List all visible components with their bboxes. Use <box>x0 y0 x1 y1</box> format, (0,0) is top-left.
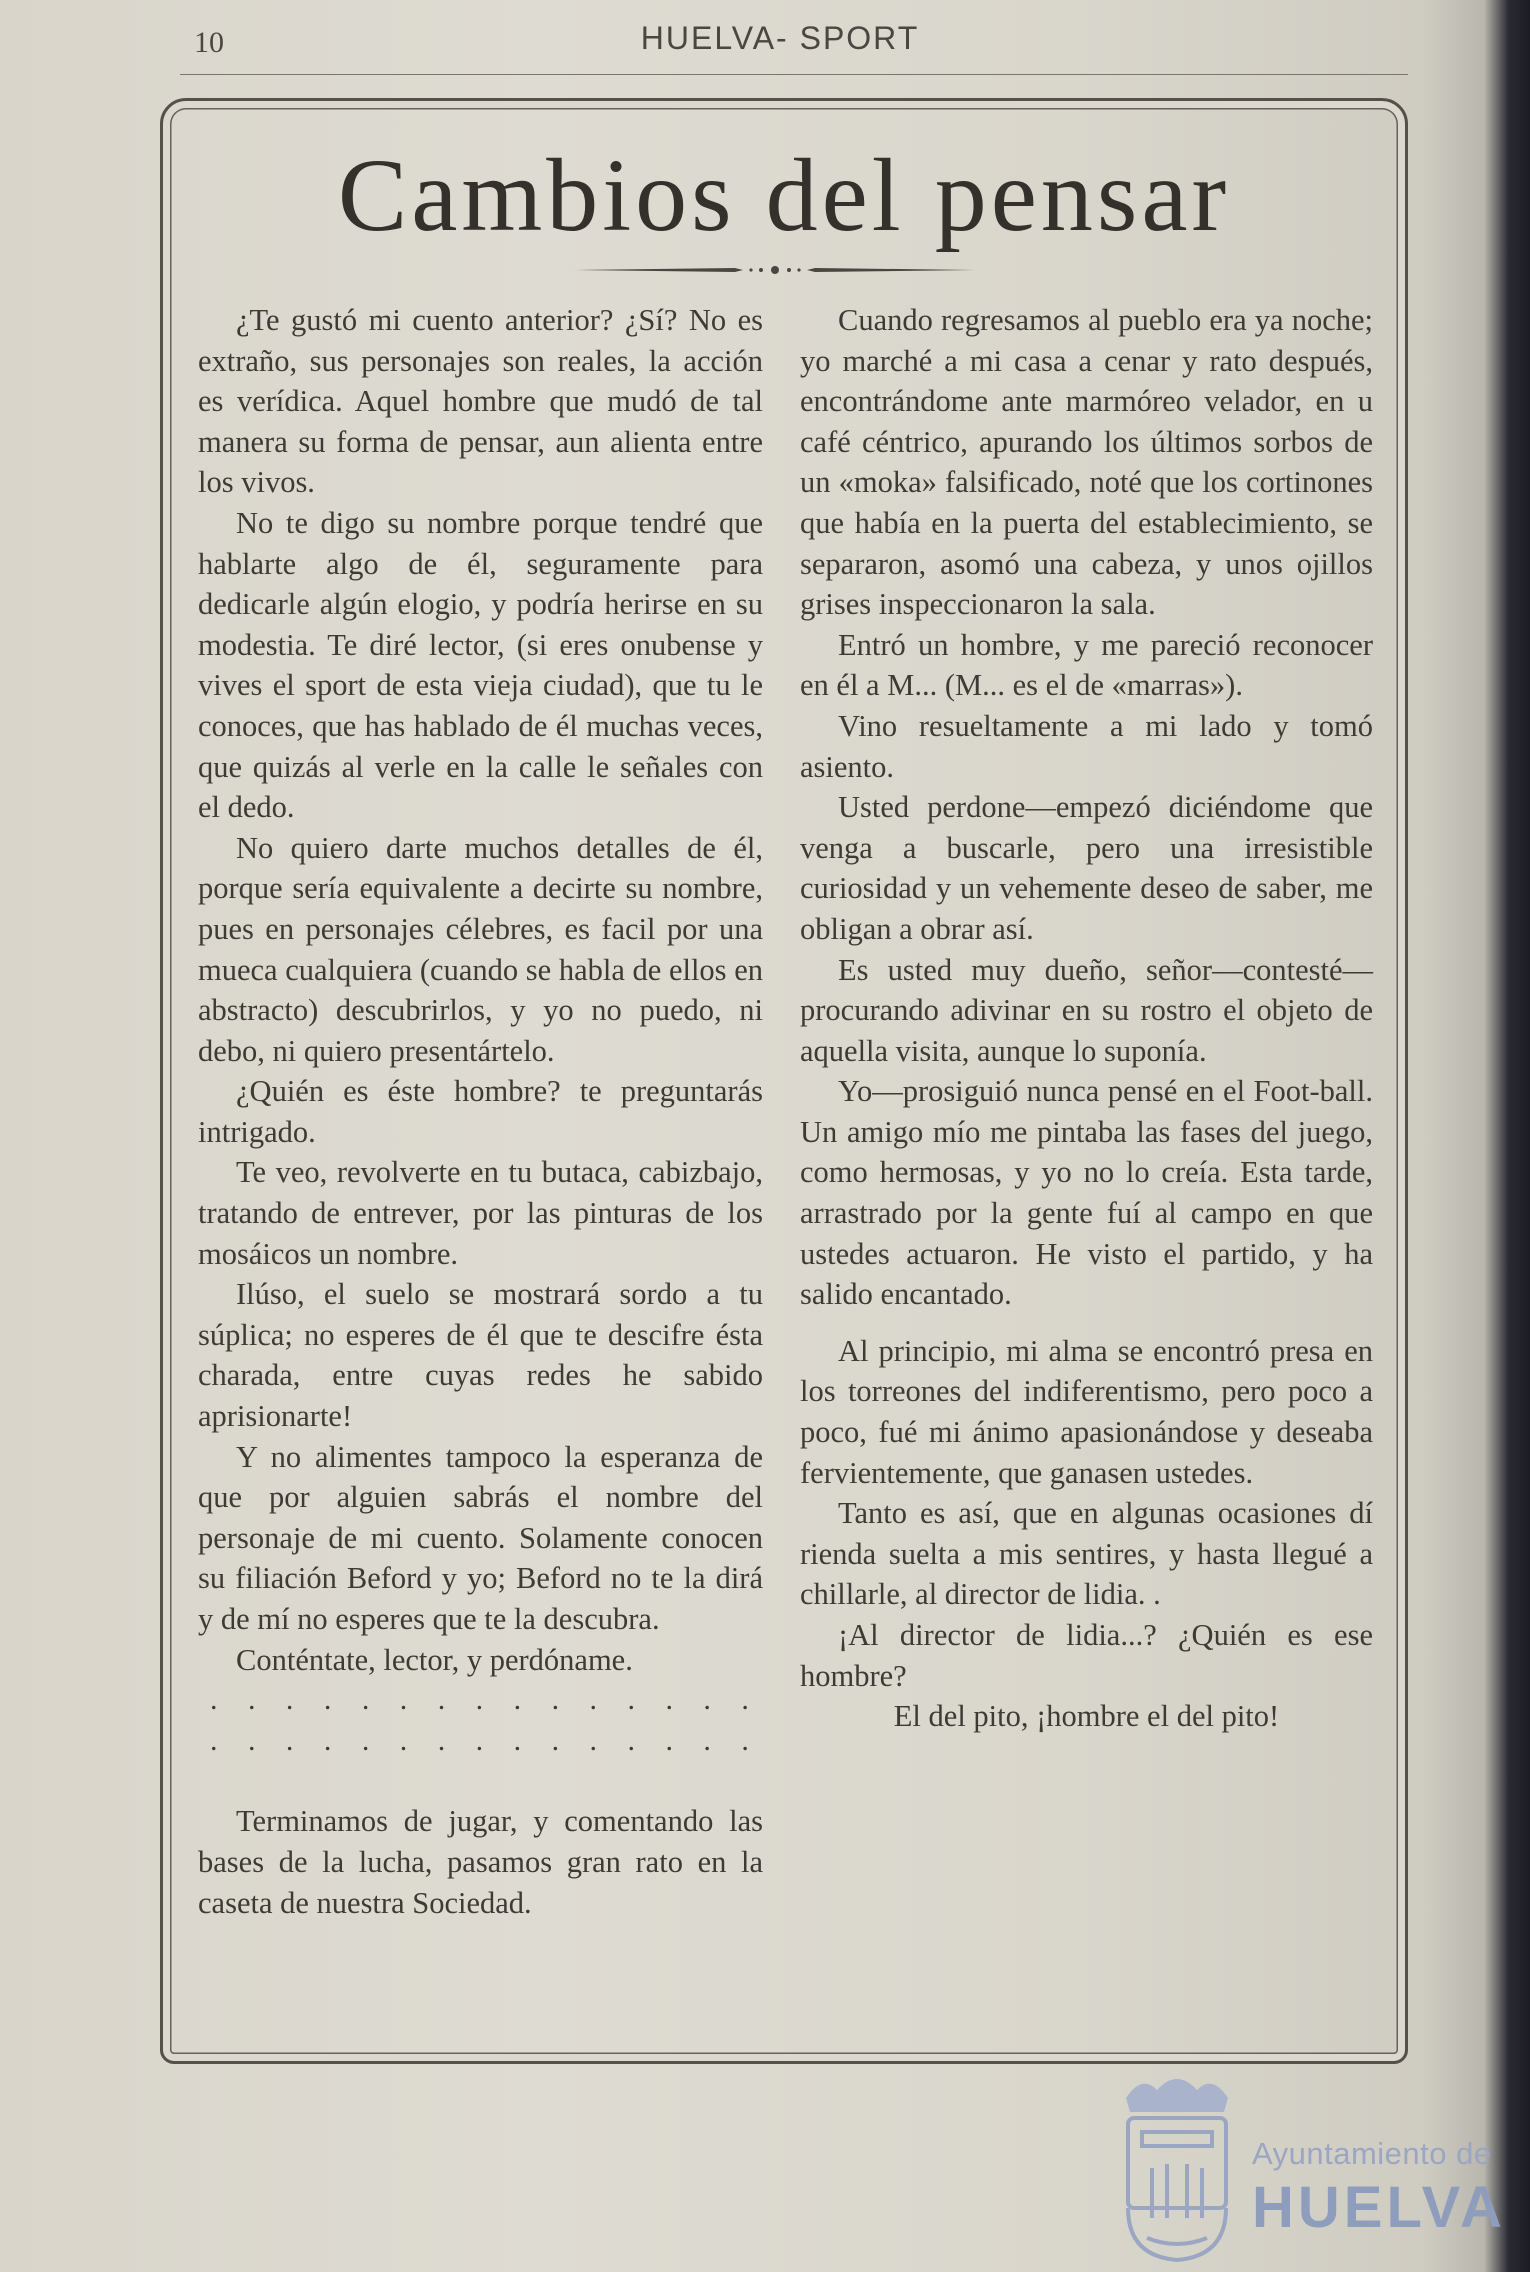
journal-name: HUELVA- SPORT <box>640 20 920 56</box>
watermark <box>1110 2068 1530 2268</box>
paragraph: Entró un hombre, y me pareció reconocer en él a M... (M... es el de «marras»). <box>800 627 1373 703</box>
coat-of-arms-icon <box>1112 2068 1242 2264</box>
paragraph: Cuando regresamos al pueblo era ya noche; yo marché a mi casa a cenar y rato después, encontrándome ante marmóreo velador, en u café céntrico, apurando los últimos sorbos de un «moka» falsificado, noté que los cortinones que había en la puerta del establecimiento, se separaron, asomó una cabeza, y unos ojillos grises inspeccionaron la sala. <box>800 303 1373 622</box>
paragraph: El del pito, ¡hombre el del pito! <box>893 1699 1280 1734</box>
header-rule <box>180 74 1408 75</box>
paragraph: No quiero darte muchos detalles de él, porque sería equivalente a decirte su nombre, pues en personajes célebres, es facil por una mueca cualquiera (cuando se habla de ellos en abstracto) descubrirlos, y yo no puedo, ni debo, ni quiero presentártelo. <box>198 830 763 1068</box>
paragraph: Y no alimentes tampoco la esperanza de que por alguien sabrás el nombre del personaje de mi cuento. Solamente conocen su filiación Beford y yo; Beford no te la dirá y de mí no esperes que te la descubra. <box>198 1439 763 1636</box>
paragraph: Yo—prosiguió nunca pensé en el Foot-ball. Un amigo mío me pintaba las fases del juego, como hermosas, y yo no lo creía. Esta tarde, arrastrado por la gente fuí al campo en que ustedes actuaron. He visto el partido, y ha salido encantado. <box>800 1074 1373 1312</box>
paragraph: Conténtate, lector, y perdóname. <box>236 1642 633 1677</box>
dot-separator: . . . . . . . . . . . . . . . <box>210 1723 749 1757</box>
dot-separator: . . . . . . . . . . . . . . . <box>210 1683 749 1717</box>
right-column <box>800 300 1373 1737</box>
watermark-line-2: HUELVA <box>1252 2175 1506 2240</box>
paragraph: Te veo, revolverte en tu butaca, cabizbajo, tratando de entrever, por las pinturas de los mosáicos un nombre. <box>198 1155 763 1271</box>
article-title: Cambios del pensar <box>337 138 1231 253</box>
paragraph: ¿Te gustó mi cuento anterior? ¿Sí? No es extraño, sus personajes son reales, la acción es verídica. Aquel hombre que mudó de tal manera su forma de pensar, aun alienta entre los vivos. <box>198 303 763 500</box>
separator-gap <box>198 1761 763 1801</box>
watermark-line-1: Ayuntamiento de <box>1252 2136 1492 2171</box>
paragraph: Usted perdone—empezó diciéndome que venga a buscarle, pero una irresistible curiosidad y un vehemente deseo de saber, me obligan a obrar así. <box>800 790 1373 946</box>
left-column <box>198 300 763 1923</box>
paragraph: ¿Quién es éste hombre? te preguntarás intrigado. <box>198 1074 763 1149</box>
running-head <box>0 18 1410 68</box>
paragraph: Tanto es así, que en algunas ocasiones dí rienda suelta a mis sentires, y hasta llegué a chillarle, al director de lidia. . <box>800 1496 1373 1612</box>
paragraph: Al principio, mi alma se encontró presa en los torreones del indiferentismo, pero poco a poco, fué mi ánimo apasionándose y deseaba fervientemente, que ganasen ustedes. <box>800 1333 1373 1490</box>
title-ornament <box>575 262 975 278</box>
paragraph: Ilúso, el suelo se mostrará sordo a tu súplica; no esperes de él que te descifre ésta charada, entre cuyas redes he sabido aprisionarte! <box>198 1277 763 1434</box>
paragraph: Terminamos de jugar, y comentando las bases de la lucha, pasamos gran rato en la caseta de nuestra Sociedad. <box>198 1804 763 1920</box>
page-number: 10 <box>194 26 224 59</box>
paragraph: No te digo su nombre porque tendré que hablarte algo de él, seguramente para dedicarle algún elogio, y podría herirse en su modestia. Te diré lector, (si eres onubense y vives el sport de esta vieja ciudad), que tu le conoces, que has hablado de él muchas veces, que quizás al verle en la calle le señales con el dedo. <box>198 505 763 825</box>
paragraph: Es usted muy dueño, señor—contesté—procurando adivinar en su rostro el objeto de aquella visita, aunque lo suponía. <box>800 952 1373 1068</box>
paragraph: ¡Al director de lidia...? ¿Quién es ese hombre? <box>800 1618 1373 1693</box>
paragraph: Vino resueltamente a mi lado y tomó asiento. <box>800 708 1373 784</box>
